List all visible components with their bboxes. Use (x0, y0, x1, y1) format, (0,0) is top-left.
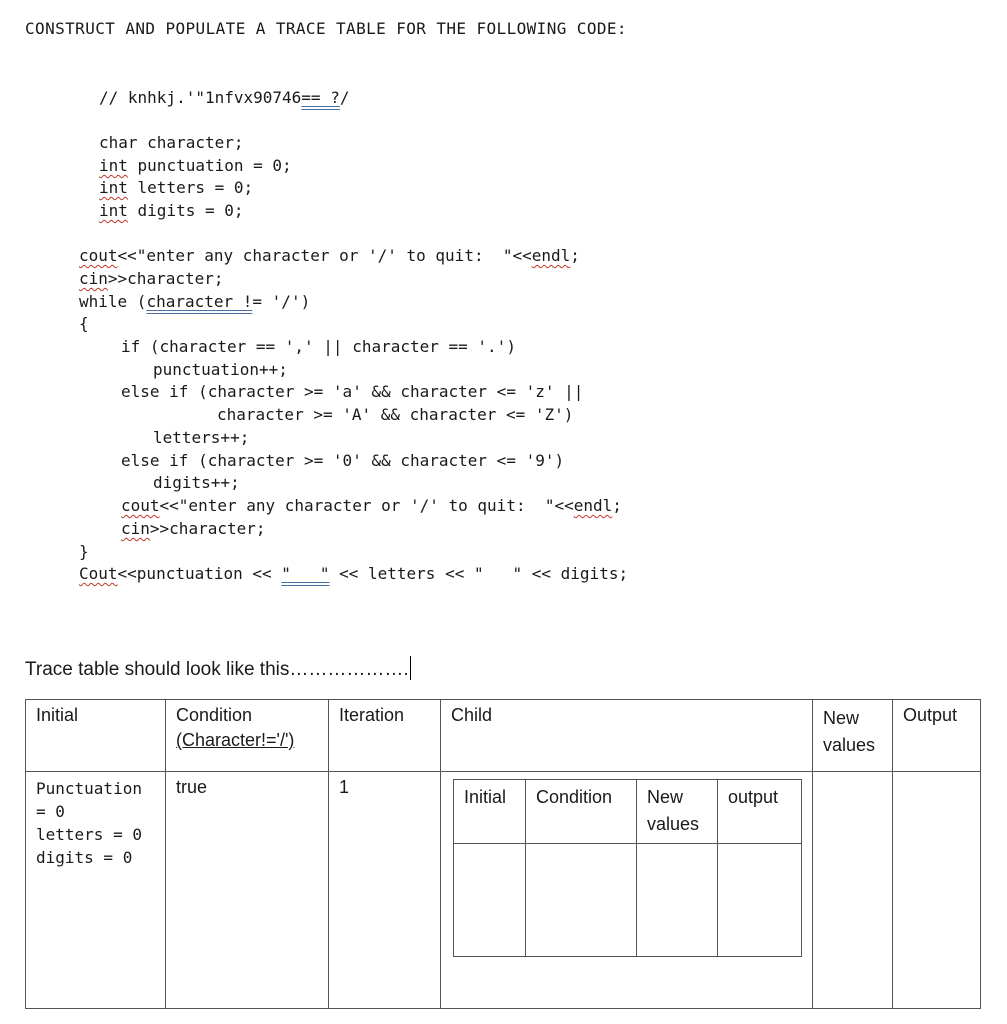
code-line: else if (character >= '0' && character <= '9') (121, 451, 565, 470)
cell-initial: Punctuation = 0 letters = 0 digits = 0 (26, 772, 166, 1009)
child-header-initial: Initial (454, 780, 526, 844)
code-line: if (character == ',' || character == '.') (121, 337, 516, 356)
caption-text: Trace table should look like this………………. (25, 656, 411, 681)
child-header-condition: Condition (526, 780, 637, 844)
child-cell[interactable] (526, 844, 637, 957)
header-condition: Condition (Character!='/') (166, 700, 329, 772)
child-cell[interactable] (718, 844, 802, 957)
trace-table (25, 699, 981, 1009)
header-child: Child (441, 700, 813, 772)
code-line: cin>>character; (121, 519, 266, 538)
code-line: cout<<"enter any character or '/' to quit: "<<endl; (121, 496, 622, 515)
header-iteration: Iteration (329, 700, 441, 772)
page-heading: CONSTRUCT AND POPULATE A TRACE TABLE FOR THE FOLLOWING CODE: (25, 19, 627, 38)
code-line: cout<<"enter any character or '/' to quit: "<<endl; (79, 246, 580, 265)
code-line: Cout<<punctuation << " " << letters << " " << digits; (79, 564, 629, 583)
code-line: else if (character >= 'a' && character <= 'z' || (121, 382, 584, 401)
cell-condition: true (166, 772, 329, 1009)
child-header-new-values: New values (637, 780, 718, 844)
cell-output[interactable] (893, 772, 981, 1009)
cell-child (441, 772, 813, 1009)
code-line: int letters = 0; (99, 178, 254, 197)
code-line: int punctuation = 0; (99, 156, 292, 175)
child-header-output: output (718, 780, 802, 844)
header-initial: Initial (26, 700, 166, 772)
code-line: cin>>character; (79, 269, 224, 288)
code-line: character >= 'A' && character <= 'Z') (217, 405, 574, 424)
child-cell[interactable] (637, 844, 718, 957)
code-line: int digits = 0; (99, 201, 244, 220)
code-line: while (character != '/') (79, 292, 311, 311)
code-line: } (79, 542, 89, 561)
cell-new-values[interactable] (813, 772, 893, 1009)
cell-iteration: 1 (329, 772, 441, 1009)
child-table (453, 779, 802, 957)
code-comment: // knhkj.'"1nfvx90746== ?/ (99, 88, 350, 107)
header-output: Output (893, 700, 981, 772)
text-cursor (410, 656, 411, 680)
child-cell[interactable] (454, 844, 526, 957)
code-line: punctuation++; (153, 360, 288, 379)
header-new-values: New values (813, 700, 893, 772)
code-line: digits++; (153, 473, 240, 492)
code-line: char character; (99, 133, 244, 152)
code-line: { (79, 314, 89, 333)
condition-expression: (Character!='/') (176, 730, 295, 750)
code-line: letters++; (153, 428, 250, 447)
